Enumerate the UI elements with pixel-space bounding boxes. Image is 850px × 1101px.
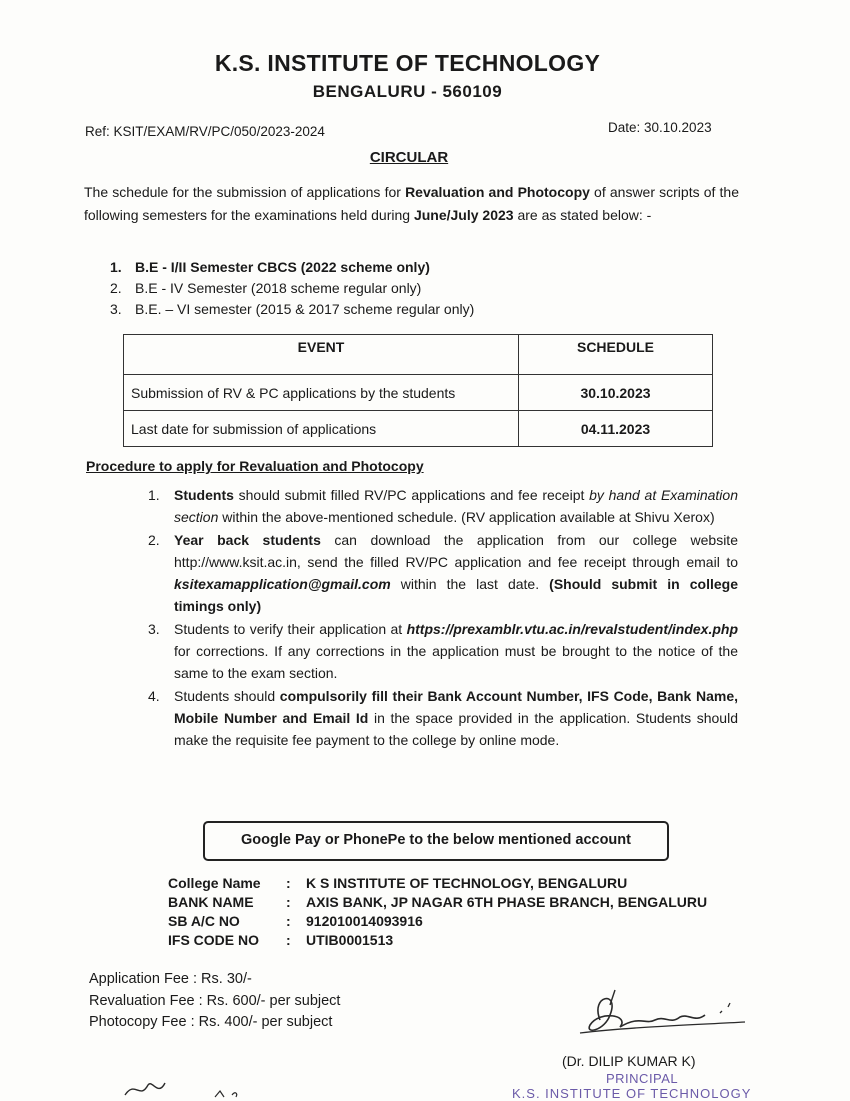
list-item: 1. B.E - I/II Semester CBCS (2022 scheme only) <box>110 259 430 275</box>
list-item: 4. Students should compulsorily fill their Bank Account Number, IFS Code, Bank Name, Mobile Number and Email Id in the space provided in the application. Students should make the requisite fee payment to the college by online mode. <box>148 687 738 749</box>
revaluation-fee: Revaluation Fee : Rs. 600/- per subject <box>89 992 341 1009</box>
account-row: College Name : K S INSTITUTE OF TECHNOLOGY, BENGALURU <box>168 875 628 891</box>
procedure-heading: Procedure to apply for Revaluation and Photocopy <box>86 458 424 474</box>
reference-number: Ref: KSIT/EXAM/RV/PC/050/2023-2024 <box>85 124 325 139</box>
schedule-table <box>123 334 713 447</box>
principal-signature <box>570 985 755 1050</box>
list-item: 2. B.E - IV Semester (2018 scheme regular only) <box>110 280 422 296</box>
institute-stamp: K.S. INSTITUTE OF TECHNOLOGY <box>512 1086 752 1101</box>
semester-list <box>110 257 710 320</box>
account-row: BANK NAME : AXIS BANK, JP NAGAR 6TH PHASE BRANCH, BENGALURU <box>168 894 708 910</box>
list-item: 3. B.E. – VI semester (2015 & 2017 scheme regular only) <box>110 301 475 317</box>
account-details <box>168 874 707 950</box>
handwritten-initials <box>120 1075 270 1100</box>
intro-paragraph: The schedule for the submission of applications for Revaluation and Photocopy of answer scripts of the following semesters for the examinations held during June/July 2023 are as stated below: - <box>84 184 740 223</box>
application-fee: Application Fee : Rs. 30/- <box>89 971 252 987</box>
table-row <box>124 411 713 447</box>
signatory-name: (Dr. DILIP KUMAR K) <box>562 1053 696 1069</box>
event-cell: Last date for submission of applications <box>124 411 519 447</box>
institute-city: BENGALURU - 560109 <box>312 82 503 101</box>
column-header-event: EVENT <box>124 335 519 375</box>
email-link[interactable]: ksitexamapplication@gmail.com <box>174 576 391 593</box>
photocopy-fee: Photocopy Fee : Rs. 400/- per subject <box>89 1014 333 1030</box>
fee-details <box>89 969 340 1034</box>
document-title: CIRCULAR <box>369 149 449 166</box>
signatory-designation: PRINCIPAL <box>606 1071 679 1086</box>
account-row: IFS CODE NO : UTIB0001513 <box>168 932 394 948</box>
event-cell: Submission of RV & PC applications by the students <box>124 375 519 411</box>
account-row: SB A/C NO : 912010014093916 <box>168 913 423 929</box>
list-item: 3. Students to verify their application at https://prexamblr.vtu.ac.in/revalstudent/index.php for corrections. If any corrections in the application must be brought to the notice of the same to the exam section. <box>148 620 738 682</box>
circular-date: Date: 30.10.2023 <box>608 120 712 135</box>
institute-name: K.S. INSTITUTE OF TECHNOLOGY <box>214 50 601 76</box>
vtu-link[interactable]: https://prexamblr.vtu.ac.in/revalstudent/index.php <box>406 620 738 637</box>
list-item: 1. Students should submit filled RV/PC applications and fee receipt by hand at Examination section within the above-mentioned schedule. (RV application available at Shivu Xerox) <box>148 487 738 526</box>
schedule-date-cell: 30.10.2023 <box>519 375 713 411</box>
list-item: 2. Year back students can download the application from our college website http://www.ksit.ac.in, send the filled RV/PC application and fee receipt through email to ksitexamapplication@gmail.com within the last date. (Should submit in college timings only) <box>148 531 738 615</box>
table-row <box>124 375 713 411</box>
column-header-schedule: SCHEDULE <box>519 335 713 375</box>
schedule-date-cell: 04.11.2023 <box>519 411 713 447</box>
table-header-row <box>124 335 713 375</box>
payment-method-box: Google Pay or PhonePe to the below mentioned account <box>203 821 669 861</box>
procedure-list <box>148 484 738 752</box>
